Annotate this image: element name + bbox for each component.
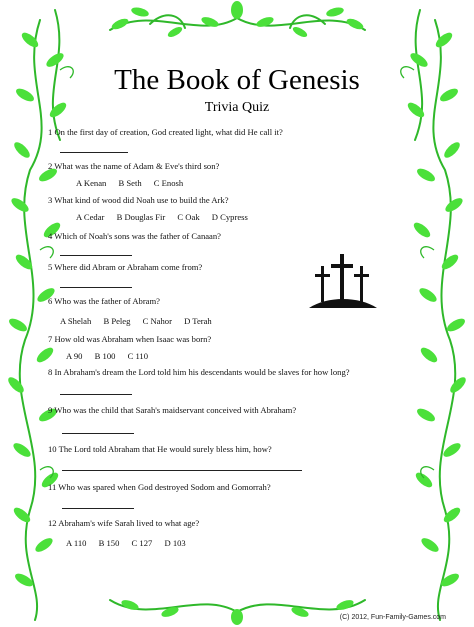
question-6-option-d[interactable]: D Terah bbox=[184, 316, 212, 326]
question-12-options bbox=[66, 538, 196, 548]
question-2-option-b[interactable]: B Seth bbox=[118, 178, 142, 188]
question-12-option-a[interactable]: A 110 bbox=[66, 538, 87, 548]
question-5: 5 Where did Abram or Abraham come from? bbox=[48, 262, 203, 272]
copyright-notice: (C) 2012, Fun-Family-Games.com bbox=[339, 614, 446, 621]
answer-line-5[interactable] bbox=[60, 287, 132, 288]
question-3-option-a[interactable]: A Cedar bbox=[76, 212, 105, 222]
question-6-option-a[interactable]: A Shelah bbox=[60, 316, 92, 326]
question-6-option-b[interactable]: B Peleg bbox=[103, 316, 131, 326]
three-crosses-icon bbox=[307, 250, 379, 312]
question-2: 2 What was the name of Adam & Eve's third son? bbox=[48, 161, 220, 171]
question-10: 10 The Lord told Abraham that He would surely bless him, how? bbox=[48, 444, 272, 454]
answer-line-1[interactable] bbox=[60, 152, 128, 153]
question-8: 8 In Abraham's dream the Lord told him his descendants would be slaves for how long? bbox=[48, 367, 350, 377]
question-11: 11 Who was spared when God destroyed Sodom and Gomorrah? bbox=[48, 482, 271, 492]
question-12-option-d[interactable]: D 103 bbox=[164, 538, 186, 548]
question-6-option-c[interactable]: C Nahor bbox=[142, 316, 172, 326]
question-6-options bbox=[60, 316, 222, 326]
question-3: 3 What kind of wood did Noah use to build the Ark? bbox=[48, 195, 229, 205]
answer-line-4[interactable] bbox=[60, 255, 132, 256]
question-7-options bbox=[66, 351, 158, 361]
question-3-option-c[interactable]: C Oak bbox=[177, 212, 200, 222]
question-4: 4 Which of Noah's sons was the father of Canaan? bbox=[48, 231, 221, 241]
answer-line-11[interactable] bbox=[62, 508, 134, 509]
question-2-option-a[interactable]: A Kenan bbox=[76, 178, 107, 188]
question-2-option-c[interactable]: C Enosh bbox=[153, 178, 184, 188]
question-7-option-a[interactable]: A 90 bbox=[66, 351, 83, 361]
question-12-option-b[interactable]: B 150 bbox=[98, 538, 120, 548]
question-1: 1 On the first day of creation, God created light, what did He call it? bbox=[48, 127, 283, 137]
question-6: 6 Who was the father of Abram? bbox=[48, 296, 160, 306]
answer-line-9[interactable] bbox=[62, 433, 134, 434]
answer-line-8[interactable] bbox=[60, 394, 132, 395]
question-12-option-c[interactable]: C 127 bbox=[131, 538, 153, 548]
worksheet-subtitle: Trivia Quiz bbox=[204, 100, 270, 115]
worksheet-title: The Book of Genesis bbox=[114, 64, 360, 96]
answer-line-10[interactable] bbox=[62, 470, 302, 471]
question-3-option-d[interactable]: D Cypress bbox=[211, 212, 248, 222]
question-12: 12 Abraham's wife Sarah lived to what age? bbox=[48, 518, 200, 528]
question-9: 9 Who was the child that Sarah's maidservant conceived with Abraham? bbox=[48, 405, 297, 415]
question-7: 7 How old was Abraham when Isaac was born? bbox=[48, 334, 212, 344]
question-2-options bbox=[76, 178, 193, 188]
question-7-option-b[interactable]: B 100 bbox=[94, 351, 116, 361]
question-3-options bbox=[76, 212, 258, 222]
question-7-option-c[interactable]: C 110 bbox=[127, 351, 149, 361]
question-3-option-b[interactable]: B Douglas Fir bbox=[116, 212, 166, 222]
